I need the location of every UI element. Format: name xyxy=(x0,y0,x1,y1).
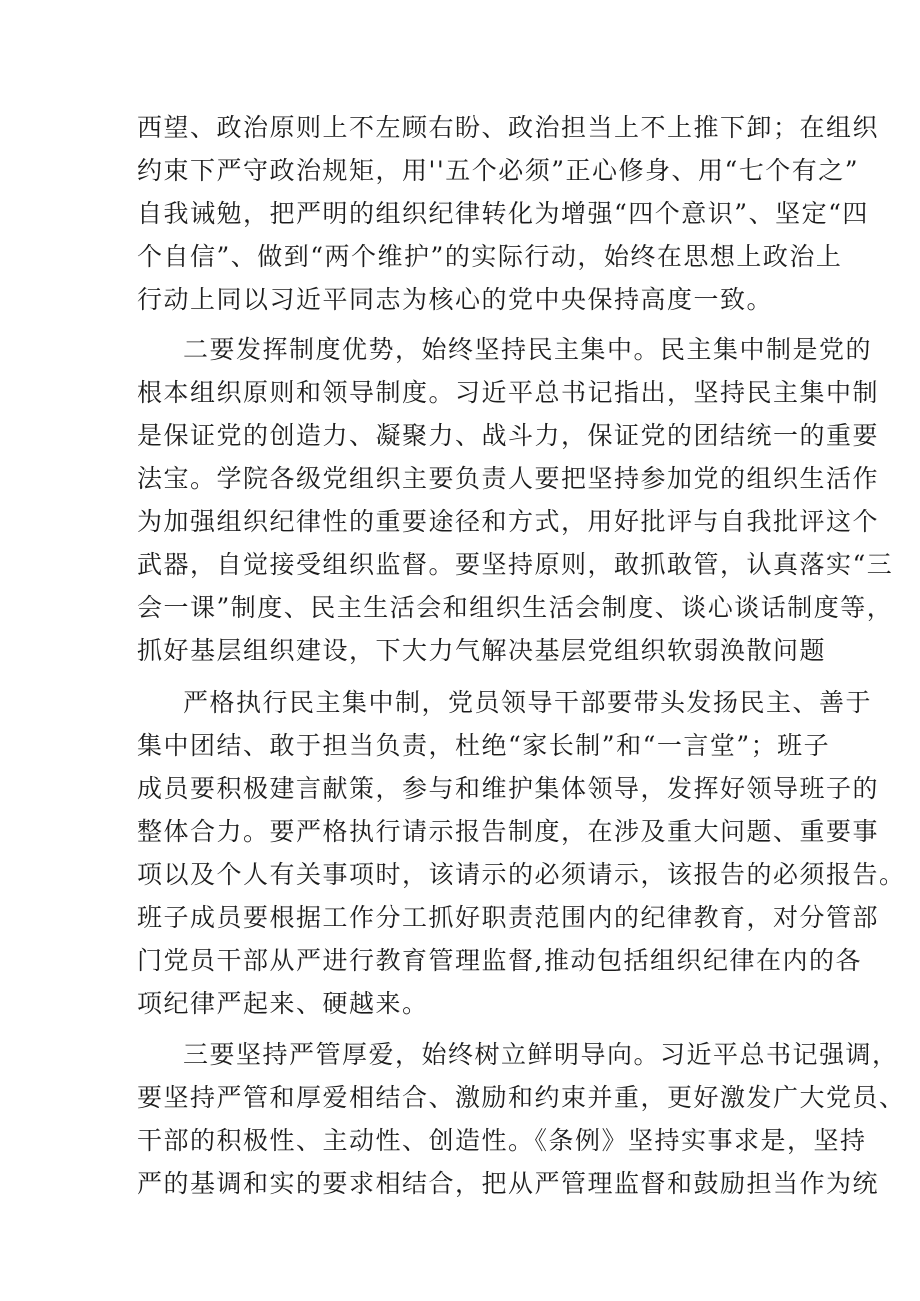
paragraph-2-line-5: 为加强组织纪律性的重要途径和方式，用好批评与自我批评这个 xyxy=(137,507,880,536)
paragraph-2-line-1: 二要发挥制度优势，始终坚持民主集中。民主集中制是党的 xyxy=(183,335,873,364)
paragraph-4-line-4: 严的基调和实的要求相结合，把从严管理监督和鼓励担当作为统 xyxy=(137,1169,880,1198)
paragraph-3-line-6: 班子成员要根据工作分工抓好职责范围内的纪律教育，对分管部 xyxy=(137,903,880,932)
paragraph-1-line-5: 行动上同以习近平同志为核心的党中央保持高度一致。 xyxy=(137,285,774,314)
paragraph-3-line-5: 项以及个人有关事项时，该请示的必须请示，该报告的必须报告。 xyxy=(137,860,906,889)
paragraph-2-line-4: 法宝。学院各级党组织主要负责人要把坚持参加党的组织生活作 xyxy=(137,464,880,493)
paragraph-3-line-2: 集中团结、敢于担当负责，杜绝“家长制”和“一言堂”；班子 xyxy=(137,731,831,760)
paragraph-2-line-8: 抓好基层组织建设，下大力气解决基层党组织软弱涣散问题 xyxy=(137,636,827,665)
paragraph-3-line-4: 整体合力。要严格执行请示报告制度，在涉及重大问题、重要事 xyxy=(137,817,880,846)
paragraph-2-line-7: 会一课”制度、民主生活会和组织生活会制度、谈心谈话制度等， xyxy=(137,593,894,622)
paragraph-4-line-3: 干部的积极性、主动性、创造性。《条例》坚持实事求是，坚持 xyxy=(137,1126,867,1155)
paragraph-1-line-4: 个自信”、做到“两个维护”的实际行动，始终在思想上政治上 xyxy=(137,242,843,271)
paragraph-2-line-2: 根本组织原则和领导制度。习近平总书记指出，坚持民主集中制 xyxy=(137,378,880,407)
paragraph-2-line-3: 是保证党的创造力、凝聚力、战斗力，保证党的团结统一的重要 xyxy=(137,421,880,450)
paragraph-3-line-3: 成员要积极建言献策，参与和维护集体领导，发挥好领导班子的 xyxy=(137,774,880,803)
paragraph-3-line-1: 严格执行民主集中制，党员领导干部要带头发扬民主、善于 xyxy=(183,688,873,717)
paragraph-4-line-2: 要坚持严管和厚爱相结合、激励和约束并重，更好激发广大党员、 xyxy=(137,1083,906,1112)
paragraph-1-line-1: 西望、政治原则上不左顾右盼、政治担当上不上推下卸；在组织 xyxy=(137,113,880,142)
paragraph-4-line-1: 三要坚持严管厚爱，始终树立鲜明导向。习近平总书记强调， xyxy=(183,1040,899,1069)
paragraph-1-line-2: 约束下严守政治规矩，用''五个必须”正心修身、用“七个有之” xyxy=(137,156,860,185)
paragraph-3-line-7: 门党员干部从严进行教育管理监督,推动包括组织纪律在内的各 xyxy=(137,946,862,975)
paragraph-1-line-3: 自我诫勉，把严明的组织纪律转化为增强“四个意识”、坚定“四 xyxy=(137,199,869,228)
paragraph-2-line-6: 武器，自觉接受组织监督。要坚持原则，敢抓敢管，认真落实“三 xyxy=(137,550,894,579)
paragraph-3-line-8: 项纪律严起来、硬越来。 xyxy=(137,989,429,1018)
